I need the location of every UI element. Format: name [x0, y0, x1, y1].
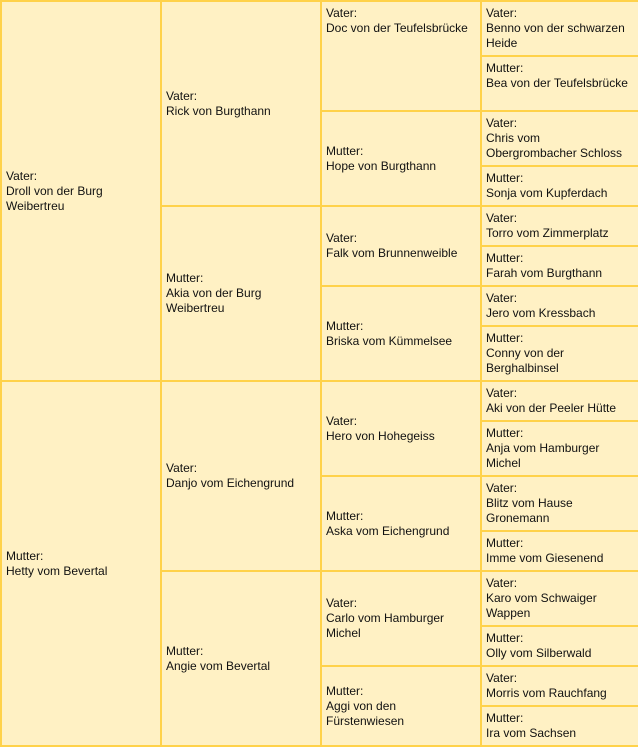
dam-sire-cell [161, 381, 321, 571]
sire-sire-sire-dam-name: Bea von der Teufelsbrücke [486, 76, 628, 90]
dam-sire-role: Vater: [166, 461, 198, 475]
dam-sire-dam-dam-name: Imme vom Giesenend [486, 551, 604, 565]
sire-sire-sire-sire-role: Vater: [486, 6, 518, 20]
dam-dam-dam-dam-role: Mutter: [486, 711, 524, 725]
sire-sire-dam-dam-cell [481, 166, 638, 206]
dam-sire-dam-dam-cell [481, 531, 638, 571]
dam-dam-cell [161, 571, 321, 746]
dam-dam-sire-sire-cell [481, 571, 638, 626]
dam-sire-sire-dam-cell [481, 421, 638, 476]
dam-dam-sire-name: Carlo vom Hamburger Michel [326, 611, 445, 640]
dam-sire-dam-dam-role: Mutter: [486, 536, 524, 550]
dam-dam-dam-name: Aggi von den Fürstenwiesen [326, 698, 405, 728]
dam-dam-sire-sire-role: Vater: [486, 576, 518, 590]
dam-dam-dam-cell [321, 666, 481, 746]
dam-sire-name: Danjo vom Eichengrund [166, 476, 295, 490]
dam-sire-sire-sire-cell [481, 381, 638, 421]
sire-dam-sire-dam-role: Mutter: [486, 251, 524, 265]
dam-sire-sire-sire-name: Aki von der Peeler Hütte [486, 401, 617, 415]
dam-dam-sire-dam-role: Mutter: [486, 631, 524, 645]
sire-dam-sire-sire-cell [481, 206, 638, 246]
sire-dam-sire-name: Falk vom Brunnenweible [326, 246, 458, 260]
sire-dam-dam-sire-name: Jero vom Kressbach [486, 306, 596, 320]
sire-dam-dam-role: Mutter: [326, 318, 364, 333]
dam-dam-dam-sire-cell [481, 666, 638, 706]
sire-dam-sire-dam-name: Farah vom Burgthann [486, 266, 603, 280]
sire-dam-dam-dam-role: Mutter: [486, 331, 524, 345]
sire-dam-role: Mutter: [166, 271, 204, 285]
dam-cell [1, 381, 161, 746]
dam-sire-sire-role: Vater: [326, 413, 358, 428]
dam-dam-name: Angie vom Bevertal [166, 658, 271, 673]
dam-sire-dam-name: Aska vom Eichengrund [326, 523, 450, 538]
sire-dam-cell [161, 206, 321, 381]
dam-sire-dam-role: Mutter: [326, 508, 364, 523]
sire-dam-sire-role: Vater: [326, 231, 358, 245]
sire-dam-dam-dam-name: Conny von der Berghalbinsel [486, 346, 565, 375]
dam-sire-dam-sire-name: Blitz vom Hause Gronemann [486, 496, 573, 525]
sire-sire-sire-cell [321, 1, 481, 111]
sire-sire-sire-sire-name: Benno von der schwarzen Heide [486, 21, 625, 50]
dam-dam-dam-sire-name: Morris vom Rauchfang [486, 686, 607, 700]
sire-sire-dam-sire-name: Chris vom Obergrombacher Schloss [486, 131, 623, 160]
sire-sire-dam-dam-name: Sonja vom Kupferdach [486, 186, 608, 200]
dam-name: Hetty vom Bevertal [6, 563, 108, 578]
dam-sire-dam-cell [321, 476, 481, 571]
sire-dam-name: Akia von der Burg Weibertreu [166, 286, 262, 315]
dam-sire-dam-sire-role: Vater: [486, 481, 518, 495]
sire-dam-dam-name: Briska vom Kümmelsee [326, 333, 453, 348]
sire-sire-sire-dam-cell [481, 56, 638, 111]
dam-dam-role: Mutter: [166, 643, 204, 658]
dam-dam-dam-sire-role: Vater: [486, 671, 518, 685]
sire-cell [1, 1, 161, 381]
sire-dam-dam-cell [321, 286, 481, 381]
sire-sire-dam-sire-cell [481, 111, 638, 166]
sire-dam-dam-sire-role: Vater: [486, 291, 518, 305]
sire-name: Droll von der Burg Weibertreu [6, 183, 103, 213]
dam-sire-dam-sire-cell [481, 476, 638, 531]
dam-dam-sire-role: Vater: [326, 596, 358, 610]
sire-dam-sire-dam-cell [481, 246, 638, 286]
sire-sire-dam-dam-role: Mutter: [486, 171, 524, 185]
sire-sire-dam-cell [321, 111, 481, 206]
sire-sire-name: Rick von Burgthann [166, 103, 271, 118]
sire-sire-dam-sire-role: Vater: [486, 116, 518, 130]
sire-dam-sire-sire-name: Torro vom Zimmerplatz [486, 226, 609, 240]
dam-dam-dam-dam-name: Ira vom Sachsen [486, 726, 577, 740]
sire-sire-sire-sire-cell [481, 1, 638, 56]
dam-sire-sire-sire-role: Vater: [486, 386, 518, 400]
dam-role: Mutter: [6, 548, 44, 563]
dam-dam-dam-role: Mutter: [326, 683, 364, 698]
sire-sire-cell [161, 1, 321, 206]
sire-sire-role: Vater: [166, 88, 198, 103]
sire-sire-dam-name: Hope von Burgthann [326, 158, 437, 173]
sire-sire-sire-role: Vater: [326, 6, 358, 20]
dam-dam-sire-dam-cell [481, 626, 638, 666]
sire-sire-dam-role: Mutter: [326, 143, 364, 158]
sire-role: Vater: [6, 168, 38, 183]
dam-dam-sire-dam-name: Olly vom Silberwald [486, 646, 592, 660]
dam-dam-sire-sire-name: Karo vom Schwaiger Wappen [486, 591, 597, 620]
sire-sire-sire-name: Doc von der Teufelsbrücke [326, 21, 468, 35]
dam-dam-sire-cell [321, 571, 481, 666]
dam-sire-sire-dam-name: Anja vom Hamburger Michel [486, 441, 600, 470]
dam-sire-sire-dam-role: Mutter: [486, 426, 524, 440]
sire-dam-dam-sire-cell [481, 286, 638, 326]
sire-dam-dam-dam-cell [481, 326, 638, 381]
dam-sire-sire-name: Hero von Hohegeiss [326, 428, 435, 443]
sire-dam-sire-sire-role: Vater: [486, 211, 518, 225]
dam-sire-sire-cell [321, 381, 481, 476]
dam-dam-dam-dam-cell [481, 706, 638, 746]
sire-sire-sire-dam-role: Mutter: [486, 61, 524, 75]
sire-dam-sire-cell [321, 206, 481, 286]
